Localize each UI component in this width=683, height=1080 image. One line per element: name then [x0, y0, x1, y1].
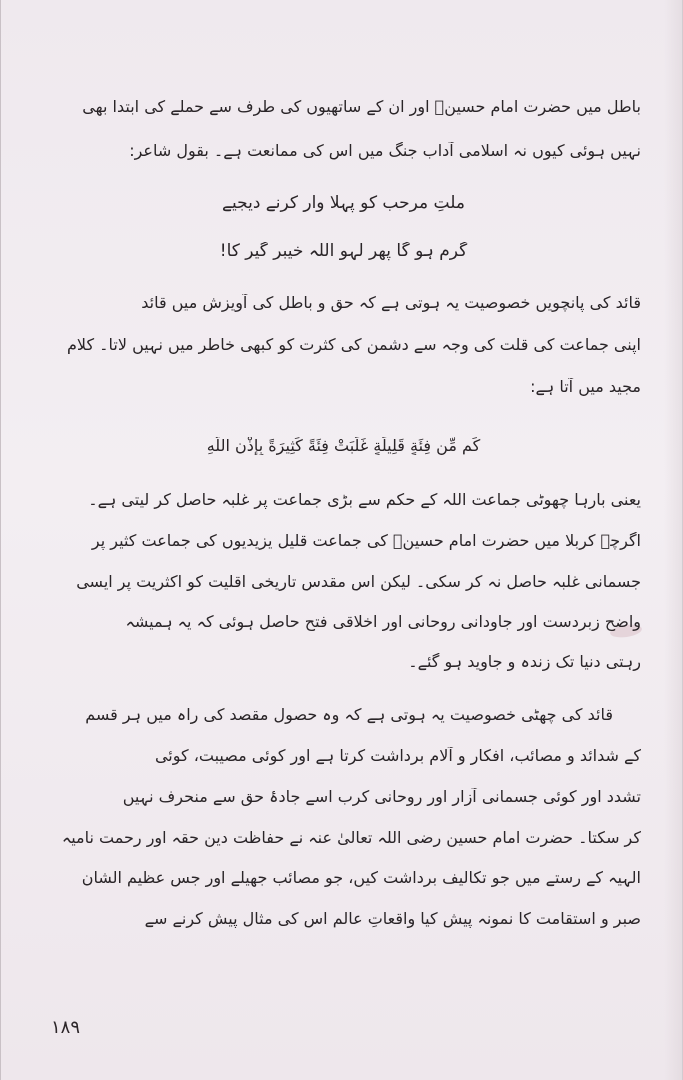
text-line-12: کے شدائد و مصائب، افکار و آلام برداشت کرتا ہے اور کوئی مصیبت، کوئی — [154, 747, 641, 765]
text-line-10: رہتی دنیا تک زندہ و جاوید ہو گئے۔ — [408, 653, 641, 671]
text-line-7: اگرچہ کربلا میں حضرت امام حسینؑ کی جماعت قلیل یزیدیوں کی جماعت کثیر پر — [91, 532, 641, 550]
verse-line-2: گرم ہو گا پھر لہو اللہ خیبر گیر کا! — [219, 242, 468, 261]
text-line-9: واضح زبردست اور جاودانی روحانی اور اخلاقی فتح حاصل ہوئی کہ یہ ہمیشہ — [125, 613, 641, 631]
text-line-5: مجید میں آتا ہے: — [530, 378, 641, 396]
text-line-14: کر سکتا۔ حضرت امام حسین رضی اللہ تعالیٰ عنہ نے حفاظت دین حقہ اور رحمت نامیہ — [61, 829, 641, 847]
page-number: ۱۸۹ — [51, 1017, 81, 1038]
text-line-15: الہیہ کے رستے میں جو تکالیف برداشت کیں، جو مصائب جھیلے اور جس عظیم الشان — [81, 869, 641, 887]
text-line-3: قائد کی پانچویں خصوصیت یہ ہوتی ہے کہ حق و باطل کی آویزش میں قائد — [141, 294, 641, 312]
text-line-6: یعنی بارہا چھوٹی جماعت اللہ کے حکم سے بڑی جماعت پر غلبہ حاصل کر لیتی ہے۔ — [88, 491, 641, 509]
verse-line-1: ملتِ مرحب کو پہلا وار کرنے دیجیے — [222, 194, 465, 213]
text-line-13: تشدد اور کوئی جسمانی آزار اور روحانی کرب اسے جادۂ حق سے منحرف نہیں — [122, 788, 641, 806]
text-line-4: اپنی جماعت کی قلت کی وجہ سے دشمن کی کثرت کو کبھی خاطر میں نہیں لاتا۔ کلام — [67, 336, 641, 354]
text-line-8: جسمانی غلبہ حاصل نہ کر سکی۔ لیکن اس مقدس تاریخی اقلیت کو اکثریت پر ایسی — [76, 573, 641, 591]
text-line-1: باطل میں حضرت امام حسینؑ اور ان کے ساتھیوں کی طرف سے حملے کی ابتدا بھی — [82, 98, 641, 116]
page-edge-shadow — [664, 0, 682, 1080]
text-line-11: قائد کی چھٹی خصوصیت یہ ہوتی ہے کہ وہ حصول مقصد کی راہ میں ہر قسم — [85, 706, 613, 724]
text-line-2: نہیں ہوئی کیوں نہ اسلامی آداب جنگ میں اس کی ممانعت ہے۔ بقول شاعر: — [129, 142, 641, 160]
text-line-16: صبر و استقامت کا نمونہ پیش کیا واقعاتِ عالم اس کی مثال پیش کرنے سے — [144, 910, 641, 928]
quran-verse-line: كَم مِّن فِئَةٍ قَلِيلَةٍ غَلَبَتْ فِئَةً كَثِيرَةً بِإِذْنِ اللَّهِ — [206, 437, 481, 455]
